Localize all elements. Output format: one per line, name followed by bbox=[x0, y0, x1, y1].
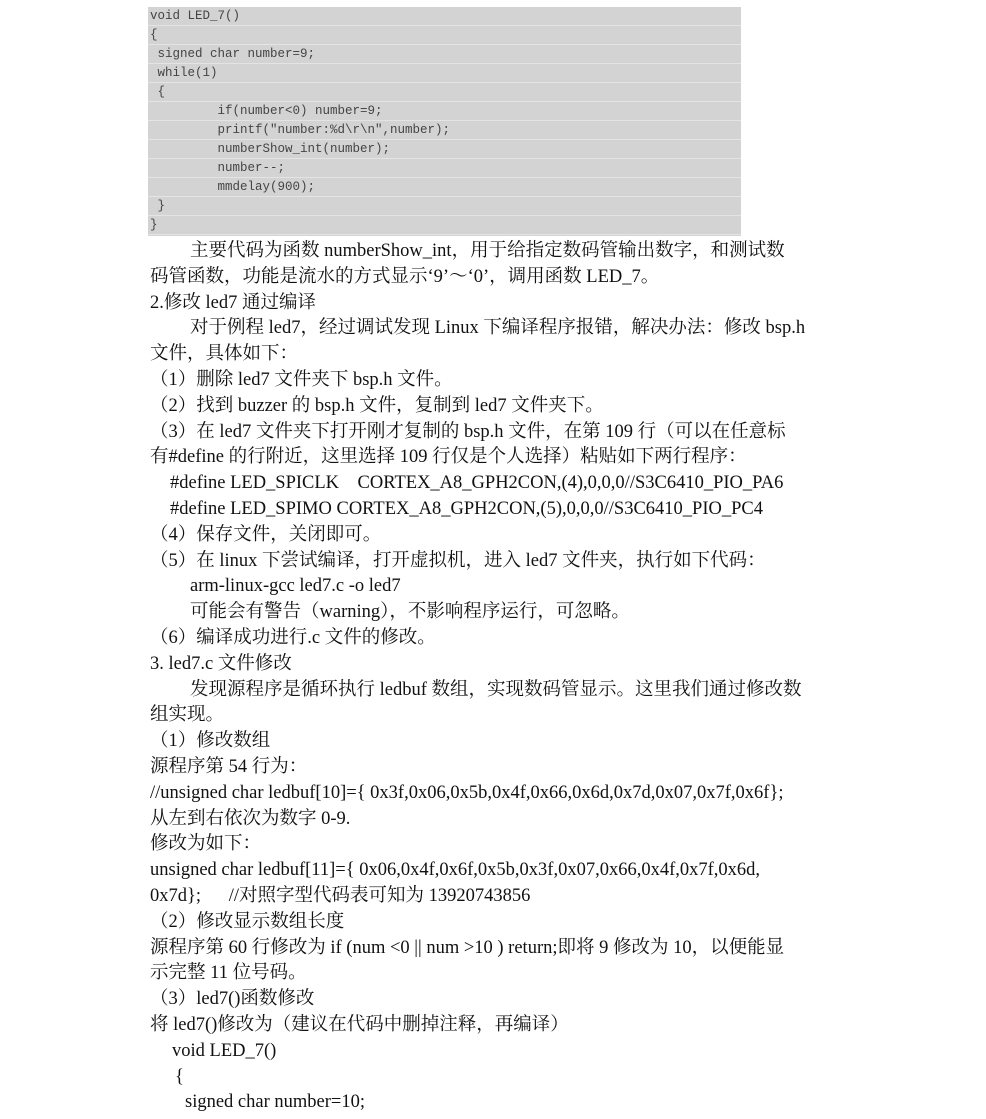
document-body bbox=[150, 239, 850, 1116]
text-line: （6）编译成功进行.c 文件的修改。 bbox=[150, 627, 436, 648]
text-line: （2）找到 buzzer 的 bsp.h 文件，复制到 led7 文件夹下。 bbox=[150, 395, 604, 416]
text-line: （2）修改显示数组长度 bbox=[150, 911, 345, 932]
code-line: if(number<0) number=9; bbox=[148, 102, 741, 121]
code-line: number--; bbox=[148, 159, 741, 178]
text-line: 可能会有警告（warning），不影响程序运行，可忽略。 bbox=[190, 602, 630, 623]
code-line: while(1) bbox=[148, 64, 741, 83]
text-line: 从左到右依次为数字 0-9. bbox=[150, 808, 351, 829]
code-line: } bbox=[148, 216, 741, 235]
text-line: 将 led7()修改为（建议在代码中删掉注释，再编译） bbox=[150, 1014, 569, 1035]
text-line: void LED_7() bbox=[172, 1040, 277, 1061]
text-line: 示完整 11 位号码。 bbox=[150, 963, 307, 984]
text-line: 修改为如下： bbox=[150, 834, 262, 855]
code-block bbox=[148, 7, 741, 236]
code-line: signed char number=9; bbox=[148, 45, 741, 64]
text-line: arm-linux-gcc led7.c -o led7 bbox=[190, 576, 401, 597]
code-line: { bbox=[148, 83, 741, 102]
text-line: 有#define 的行附近，这里选择 109 行仅是个人选择）粘贴如下两行程序： bbox=[150, 447, 747, 468]
text-line: 源程序第 54 行为： bbox=[150, 756, 308, 777]
code-line: { bbox=[148, 26, 741, 45]
text-line: 3. led7.c 文件修改 bbox=[150, 653, 292, 674]
text-line: 2.修改 led7 通过编译 bbox=[150, 292, 316, 313]
text-line: 源程序第 60 行修改为 if (num <0 || num >10 ) return;即将 9 修改为 10，以便能显 bbox=[150, 937, 785, 958]
text-line: （3）led7()函数修改 bbox=[150, 989, 315, 1010]
code-line: numberShow_int(number); bbox=[148, 140, 741, 159]
text-line: 发现源程序是循环执行 ledbuf 数组，实现数码管显示。这里我们通过修改数 bbox=[190, 679, 802, 700]
text-line: （1）修改数组 bbox=[150, 731, 271, 752]
text-line: //unsigned char ledbuf[10]={ 0x3f,0x06,0x5b,0x4f,0x66,0x6d,0x7d,0x07,0x7f,0x6f}; bbox=[150, 782, 784, 803]
code-line: void LED_7() bbox=[148, 7, 741, 26]
text-line: #define LED_SPIMO CORTEX_A8_GPH2CON,(5),0,0,0//S3C6410_PIO_PC4 bbox=[170, 498, 763, 519]
code-line: mmdelay(900); bbox=[148, 178, 741, 197]
text-line: 0x7d}; //对照字型代码表可知为 13920743856 bbox=[150, 885, 531, 906]
text-line: （5）在 linux 下尝试编译，打开虚拟机，进入 led7 文件夹，执行如下代码： bbox=[150, 550, 766, 571]
text-line: 文件，具体如下： bbox=[150, 344, 299, 365]
text-line: #define LED_SPICLK CORTEX_A8_GPH2CON,(4),0,0,0//S3C6410_PIO_PA6 bbox=[170, 473, 784, 494]
text-line: signed char number=10; bbox=[185, 1092, 365, 1113]
code-line: printf("number:%d\r\n",number); bbox=[148, 121, 741, 140]
text-line: 对于例程 led7，经过调试发现 Linux 下编译程序报错，解决办法：修改 bsp.h bbox=[190, 318, 806, 339]
text-line: { bbox=[175, 1066, 184, 1087]
text-line: 组实现。 bbox=[150, 705, 225, 726]
text-line: （3）在 led7 文件夹下打开刚才复制的 bsp.h 文件，在第 109 行（可以在任意标 bbox=[150, 421, 786, 442]
text-line: 码管函数，功能是流水的方式显示‘9’～‘0’，调用函数 LED_7。 bbox=[150, 266, 660, 287]
text-line: 主要代码为函数 numberShow_int，用于给指定数码管输出数字，和测试数 bbox=[190, 241, 785, 261]
text-line: （4）保存文件，关闭即可。 bbox=[150, 524, 382, 545]
text-line: unsigned char ledbuf[11]={ 0x06,0x4f,0x6f,0x5b,0x3f,0x07,0x66,0x4f,0x7f,0x6d, bbox=[150, 860, 761, 881]
code-line: } bbox=[148, 197, 741, 216]
text-line: （1）删除 led7 文件夹下 bsp.h 文件。 bbox=[150, 369, 453, 390]
